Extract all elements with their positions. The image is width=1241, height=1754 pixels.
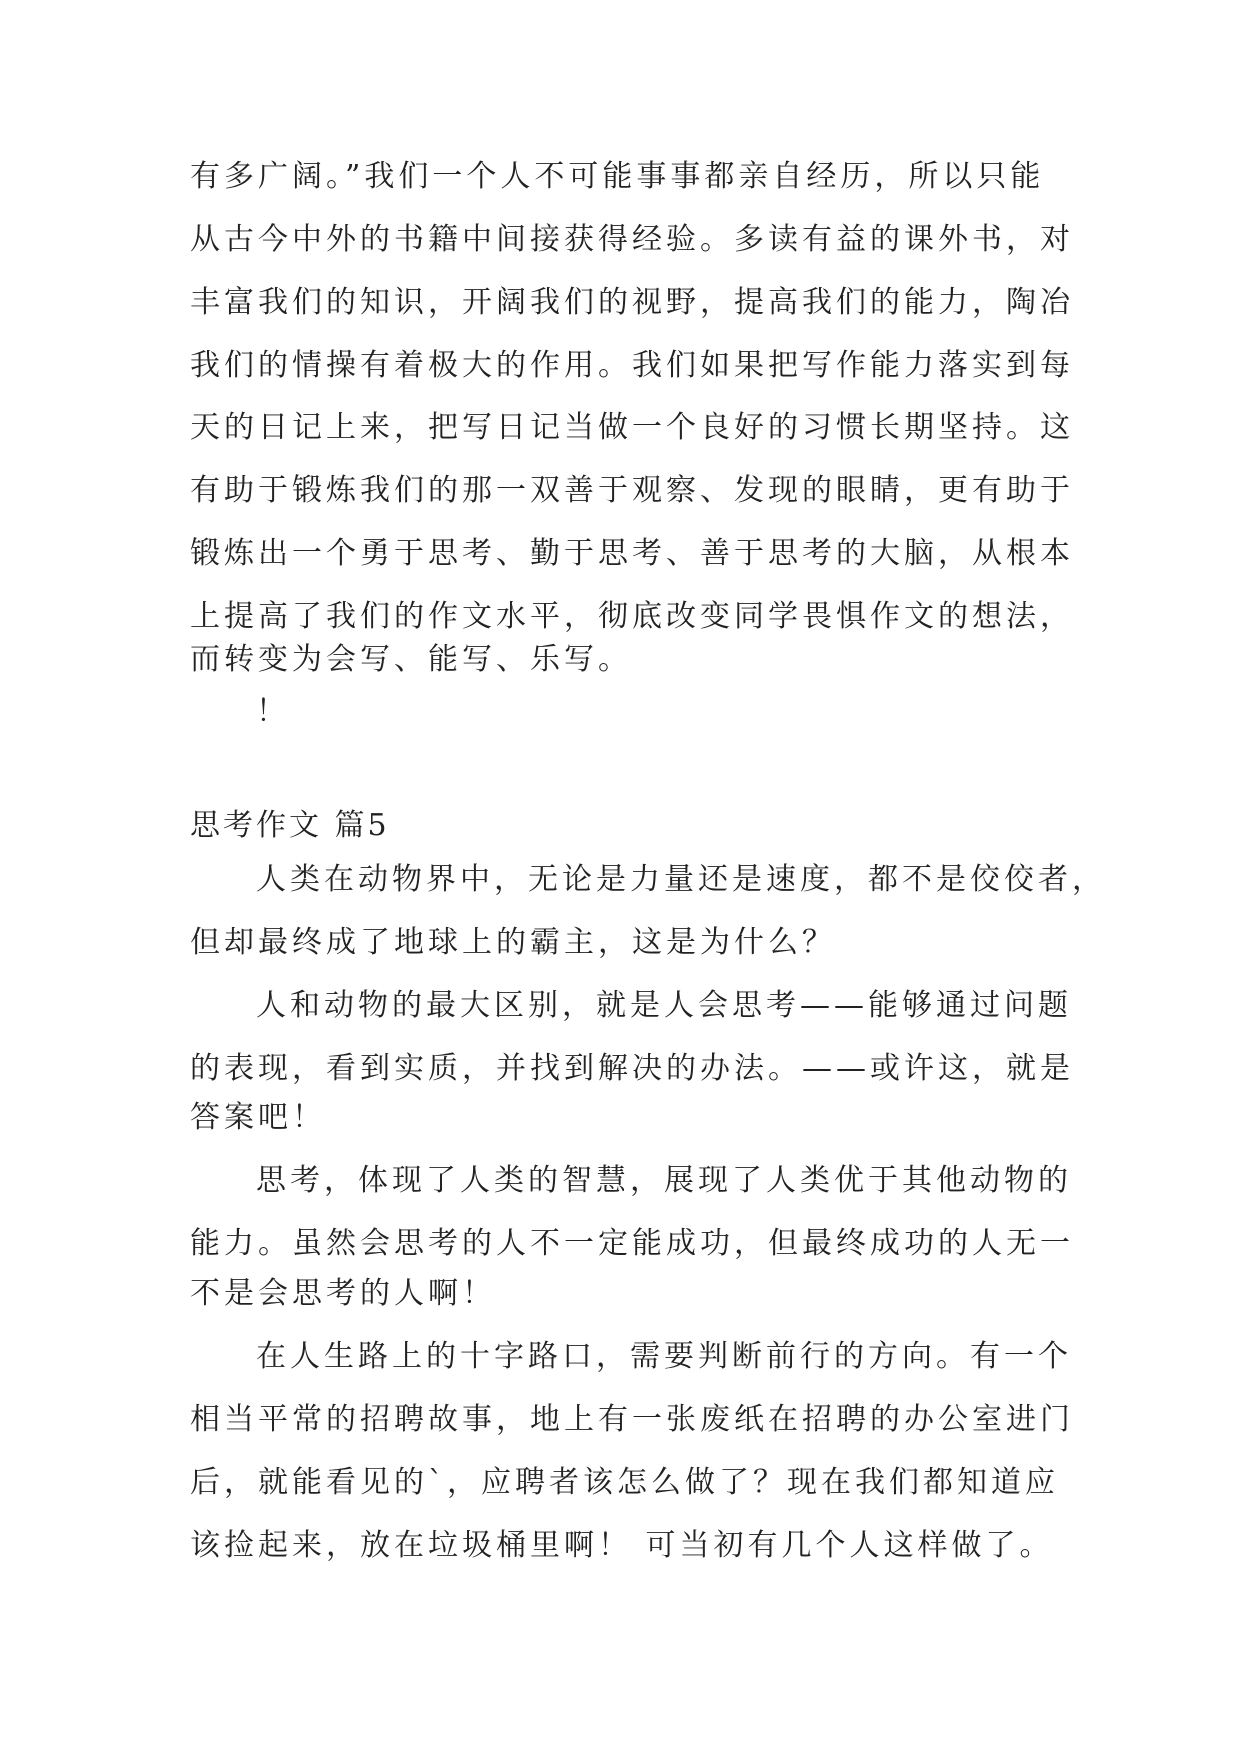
paragraph-line: 相当平常的招聘故事，地上有一张废纸在招聘的办公室进门 xyxy=(190,1402,1074,1437)
paragraph-line: 但却最终成了地球上的霸主，这是为什么？ xyxy=(190,925,836,960)
paragraph-line: 人和动物的最大区别，就是人会思考——能够通过问题 xyxy=(256,988,1072,1023)
paragraph-line: 能力。虽然会思考的人不一定能成功，但最终成功的人无一 xyxy=(190,1226,1074,1261)
paragraph-line: 在人生路上的十字路口，需要判断前行的方向。有一个 xyxy=(256,1339,1072,1374)
paragraph-line: 丰富我们的知识，开阔我们的视野，提高我们的能力，陶冶 xyxy=(190,285,1074,320)
paragraph-line: 而转变为会写、能写、乐写。 xyxy=(190,642,632,677)
paragraph-line: 有助于锻炼我们的那一双善于观察、发现的眼睛，更有助于 xyxy=(190,473,1074,508)
paragraph-line: 思考，体现了人类的智慧，展现了人类优于其他动物的 xyxy=(256,1163,1072,1198)
section-heading: 思考作文 篇5 xyxy=(190,808,390,843)
paragraph-line: 该捡起来，放在垃圾桶里啊！ 可当初有几个人这样做了。 xyxy=(190,1528,1054,1563)
exclamation-mark: ！ xyxy=(256,694,286,729)
paragraph-line: 有多广阔。”我们一个人不可能事事都亲自经历，所以只能 xyxy=(190,159,1045,194)
paragraph-line: 锻炼出一个勇于思考、勤于思考、善于思考的大脑，从根本 xyxy=(190,536,1074,571)
paragraph-line: 答案吧！ xyxy=(190,1100,326,1135)
paragraph-line: 后，就能看见的`，应聘者该怎么做了？现在我们都知道应 xyxy=(190,1465,1059,1500)
paragraph-line: 我们的情操有着极大的作用。我们如果把写作能力落实到每 xyxy=(190,348,1074,383)
paragraph-line: 上提高了我们的作文水平，彻底改变同学畏惧作文的想法， xyxy=(190,599,1074,634)
paragraph-line: 不是会思考的人啊！ xyxy=(190,1276,496,1311)
paragraph-line: 人类在动物界中，无论是力量还是速度，都不是佼佼者， xyxy=(256,862,1106,897)
paragraph-line: 的表现，看到实质，并找到解决的办法。——或许这，就是 xyxy=(190,1051,1074,1086)
paragraph-line: 天的日记上来，把写日记当做一个良好的习惯长期坚持。这 xyxy=(190,410,1074,445)
paragraph-line: 从古今中外的书籍中间接获得经验。多读有益的课外书，对 xyxy=(190,222,1074,257)
